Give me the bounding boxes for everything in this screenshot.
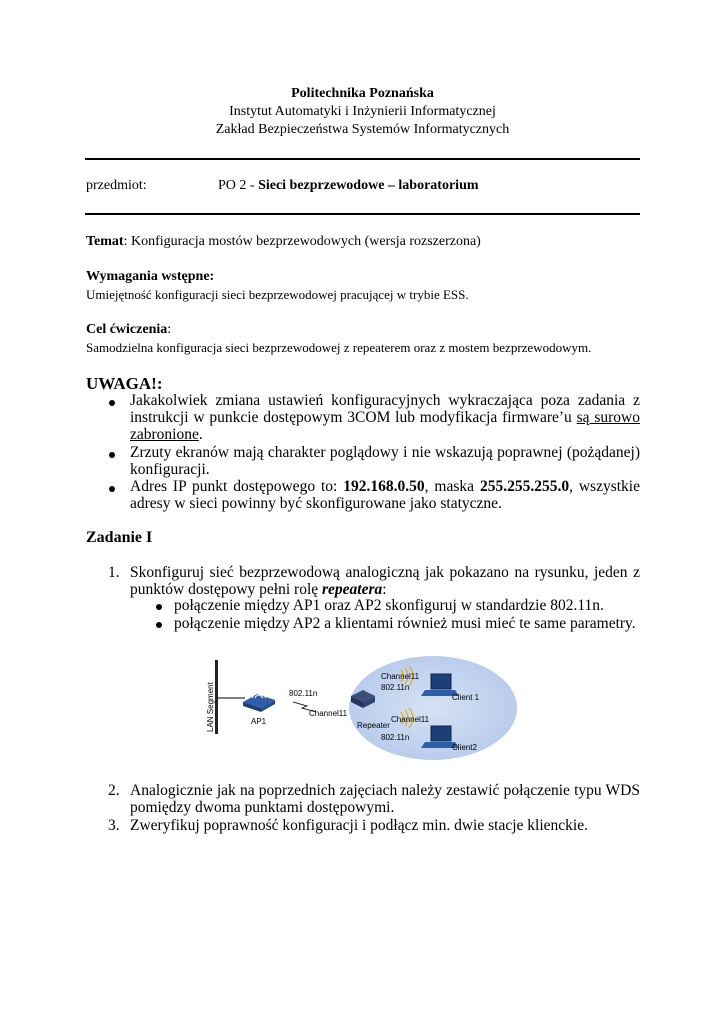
client-2-label: Client2	[452, 743, 477, 752]
repeater-term: repeatera	[322, 581, 383, 598]
lan-segment-label: LAN Segment	[206, 682, 215, 732]
step-1-colon: :	[382, 581, 387, 598]
warning-item-3	[130, 478, 640, 512]
warning-item-3-text: Adres IP punkt dostępowego to:	[130, 478, 344, 495]
university-name: Politechnika Poznańska	[291, 86, 434, 101]
topic-line	[86, 234, 481, 250]
requirements-heading: Wymagania wstępne:	[86, 269, 215, 284]
step-2-number: 2.	[108, 782, 120, 799]
institute-name: Instytut Automatyki i Inżynierii Informatycznej	[229, 104, 496, 119]
channel-mid-label: Channel11	[391, 715, 430, 724]
step-2-text: Analogicznie jak na poprzednich zajęciach należy zestawić połączenie typu WDS pomiędzy dwoma punktami dostępowymi.	[130, 782, 640, 816]
step-1-text	[130, 564, 640, 598]
link-channel-label: Channel11	[309, 709, 348, 718]
standard-top-label: 802.11n	[381, 683, 410, 692]
bullet-icon	[109, 486, 115, 492]
subject-code: PO 2 -	[218, 178, 259, 193]
task-heading: Zadanie I	[86, 529, 153, 546]
link-standard-label: 802.11n	[289, 689, 318, 698]
subnet-mask: 255.255.255.0	[479, 478, 570, 495]
client-1-label: Client 1	[452, 693, 480, 702]
warning-heading: UWAGA!:	[86, 374, 163, 393]
step-1-body: Skonfiguruj sieć bezprzewodową analogiczną jak pokazano na rysunku, jeden z punktów dostępowy pełni rolę	[130, 564, 640, 598]
header-divider-bottom	[85, 213, 640, 215]
subject-label: przedmiot:	[86, 178, 147, 193]
subject-title	[218, 178, 479, 194]
step-1-sub-2: połączenie między AP2 a klientami również musi mieć te same parametry.	[174, 615, 636, 632]
bullet-icon	[109, 400, 115, 406]
warning-item-2: Zrzuty ekranów mają charakter poglądowy i nie wskazują poprawnej (pożądanej) konfiguracji.	[130, 444, 640, 478]
header-divider-top	[85, 158, 640, 160]
subject-name: Sieci bezprzewodowe – laboratorium	[258, 178, 479, 193]
ap1-icon	[243, 693, 275, 713]
requirements-text: Umiejętność konfiguracji sieci bezprzewodowej pracującej w trybie ESS.	[86, 287, 469, 302]
repeater-label: Repeater	[357, 721, 390, 730]
ap1-label: AP1	[251, 717, 267, 726]
goal-colon: :	[167, 322, 172, 337]
step-3-text: Zweryfikuj poprawność konfiguracji i podłącz min. dwie stacje klienckie.	[130, 817, 588, 834]
bullet-icon	[109, 452, 115, 458]
bullet-icon	[156, 622, 162, 628]
lan-segment-bar	[215, 660, 218, 734]
bullet-icon	[156, 604, 162, 610]
goal-heading-line	[86, 322, 171, 338]
goal-heading: Cel ćwiczenia	[86, 322, 168, 337]
network-diagram	[205, 650, 525, 770]
goal-text: Samodzielna konfiguracja sieci bezprzewodowej z repeaterem oraz z mostem bezprzewodowym.	[86, 340, 592, 355]
step-1-number: 1.	[108, 564, 120, 581]
warning-item-3-end: , wszystkie adresy w sieci powinny być skonfigurowane jako statyczne.	[130, 478, 640, 512]
department-name: Zakład Bezpieczeństwa Systemów Informatycznych	[215, 122, 510, 137]
standard-mid-label: 802.11n	[381, 733, 410, 742]
warning-item-1-end: .	[198, 426, 203, 443]
step-1-sub-1: połączenie między AP1 oraz AP2 skonfiguruj w standardzie 802.11n.	[174, 597, 604, 614]
step-3-number: 3.	[108, 817, 120, 834]
warning-item-1	[130, 392, 640, 443]
warning-item-1-emphasis: są surowo zabronione	[130, 409, 640, 443]
warning-item-3-mid: , maska	[424, 478, 480, 495]
warning-item-1-text: Jakakolwiek zmiana ustawień konfiguracyjnych wykraczająca poza zadania z instrukcji w punkcie dostępowym 3COM lub modyfikacja firmware’u	[130, 392, 640, 426]
channel-top-label: Channel11	[381, 672, 420, 681]
ip-address: 192.168.0.50	[343, 478, 425, 495]
topic-text: : Konfiguracja mostów bezprzewodowych (wersja rozszerzona)	[123, 234, 481, 249]
topic-label: Temat	[86, 234, 124, 249]
